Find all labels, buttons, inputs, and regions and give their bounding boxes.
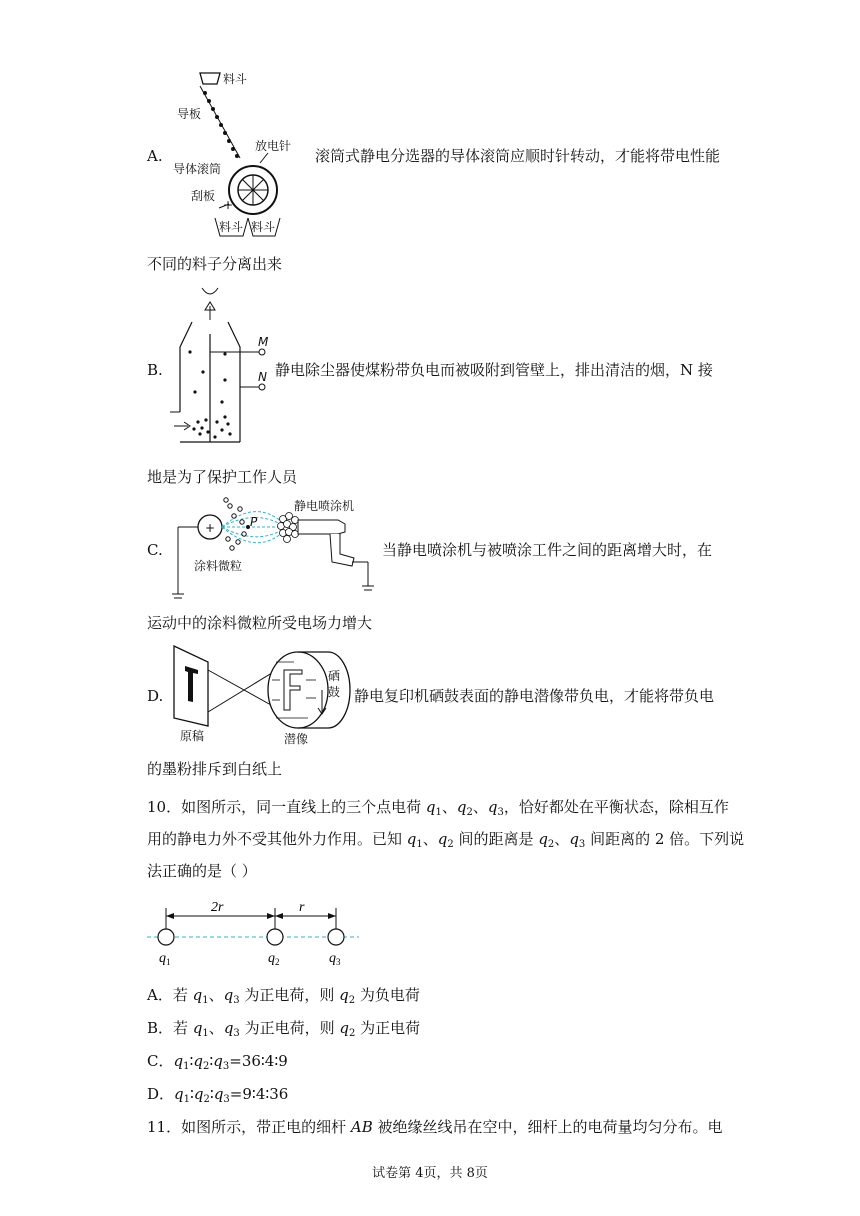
option-b-text: 静电除尘器使煤粉带负电而被吸附到管壁上，排出清洁的烟，N 接 [275, 361, 713, 379]
question-10-line1: 10．如图所示，同一直线上的三个点电荷 $q_1$、$q_2$、$q_3$，恰好都处在平衡状态，除相互作 [147, 798, 729, 818]
plus-sign: + [205, 521, 216, 535]
page-footer: 试卷第 4页，共 8页 [372, 1166, 488, 1181]
option-letter: D. [147, 687, 164, 705]
option-c-text-cont: 运动中的涂料微粒所受电场力增大 [147, 614, 373, 632]
option-a-text-cont: 不同的料子分离出来 [147, 255, 283, 273]
option-letter: A. [147, 147, 163, 165]
option-d-text: 静电复印机硒鼓表面的静电潜像带负电，才能将带负电 [354, 687, 715, 705]
charge-q1-label: $q_1$ [159, 951, 171, 967]
question-10-line3: 法正确的是（ ） [147, 862, 257, 880]
q10-option-c[interactable]: C．$q_1∶q_2∶q_3=36∶4∶9$ [147, 1052, 288, 1072]
charge-q3-label: $q_3$ [329, 951, 341, 967]
q10-option-a[interactable]: A．若 $q_1$、$q_3$ 为正电荷，则 $q_2$ 为负电荷 [147, 986, 420, 1006]
terminal-n-label: N [258, 370, 267, 384]
distance-r-label: r [299, 900, 305, 915]
electrostatic-separator-figure [165, 68, 305, 248]
point-p-label: P [250, 515, 258, 529]
option-d-text-cont: 的墨粉排斥到白纸上 [147, 760, 283, 778]
q10-option-b[interactable]: B．若 $q_1$、$q_3$ 为正电荷，则 $q_2$ 为正电荷 [147, 1019, 421, 1039]
option-letter: C. [147, 541, 163, 559]
terminal-m-label: M [258, 335, 269, 349]
option-b-text-cont: 地是为了保护工作人员 [147, 468, 298, 486]
option-letter: B. [147, 361, 163, 379]
scraper-label: 刮板 [191, 189, 216, 203]
point-charges-figure [145, 896, 365, 968]
drum-label-1: 硒 [328, 669, 341, 683]
drum-label: 导体滚筒 [173, 162, 222, 176]
hopper-right-label: 料斗 [251, 220, 276, 234]
latent-image-label: 潜像 [284, 732, 309, 746]
original-label: 原稿 [180, 729, 205, 743]
q10-option-d[interactable]: D．$q_1∶q_2∶q_3=9∶4∶36$ [147, 1085, 289, 1105]
question-11-line1: 11．如图所示，带正电的细杆 AB 被绝缘丝线吊在空中，细杆上的电荷量均匀分布。电 [147, 1118, 723, 1136]
option-c-text: 当静电喷涂机与被喷涂工件之间的距离增大时，在 [382, 541, 713, 559]
distance-2r-label: 2r [211, 900, 224, 915]
particles-label: 涂料微粒 [194, 559, 243, 573]
sprayer-label: 静电喷涂机 [294, 499, 355, 513]
discharge-pin-label: 放电针 [255, 139, 292, 153]
question-10-line2: 用的静电力外不受其他外力作用。已知 $q_1$、$q_2$ 间的距离是 $q_2$、$q_3$ 间距离的 2 倍。下列说 [147, 830, 745, 850]
charge-q2-label: $q_2$ [268, 951, 280, 967]
option-a-text: 滚筒式静电分选器的导体滚筒应顺时针转动，才能将带电性能 [315, 147, 721, 165]
drum-label-2: 鼓 [328, 685, 341, 699]
hopper-left-label: 料斗 [219, 220, 244, 234]
guide-plate-label: 导板 [177, 107, 202, 121]
plus-sign: + [223, 198, 234, 212]
electrostatic-sprayer-figure [170, 494, 380, 606]
dust-precipitator-figure [170, 282, 280, 447]
photocopier-figure [168, 640, 358, 752]
hopper-top-label: 料斗 [223, 72, 248, 86]
